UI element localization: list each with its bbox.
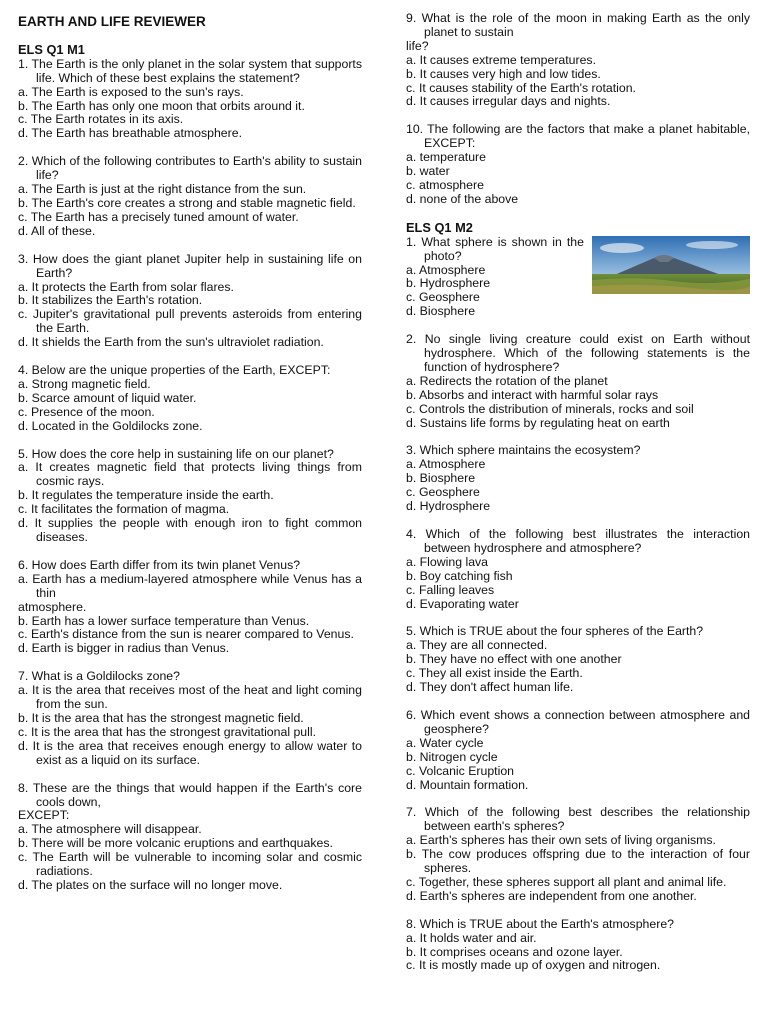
answer-option: d. none of the above <box>406 191 519 206</box>
answer-option: a. The Earth is exposed to the sun's rays. <box>18 84 244 99</box>
volcano-landscape-photo <box>592 236 750 294</box>
answer-option: d. Sustains life forms by regulating heat on earth <box>406 415 670 430</box>
answer-option: c. Earth's distance from the sun is nearer compared to Venus. <box>18 627 354 642</box>
answer-option: a. Earth's spheres has their own sets of living organisms. <box>406 833 716 848</box>
answer-option: a. It is the area that receives most of the heat and light coming from the sun. <box>18 683 362 712</box>
answer-option: c. Presence of the moon. <box>18 404 155 419</box>
answer-option: b. They have no effect with one another <box>406 652 622 667</box>
answer-option: b. There will be more volcanic eruptions and earthquakes. <box>18 836 333 851</box>
answer-option: b. Earth has a lower surface temperature than Venus. <box>18 613 310 628</box>
answer-option: b. Nitrogen cycle <box>406 749 498 764</box>
question-stem: 3. Which sphere maintains the ecosystem? <box>406 443 641 458</box>
answer-option: c. The Earth rotates in its axis. <box>18 112 184 127</box>
answer-option: a. It holds water and air. <box>406 930 537 945</box>
question-stem: 7. Which of the following best describes the relationship between earth's spheres? <box>406 805 750 834</box>
answer-option: c. The Earth will be vulnerable to incoming solar and cosmic radiations. <box>18 850 362 879</box>
answer-option: d. The Earth has breathable atmosphere. <box>18 126 242 141</box>
answer-option: b. Scarce amount of liquid water. <box>18 390 197 405</box>
answer-option: a. It causes extreme temperatures. <box>406 52 597 67</box>
question-stem: 4. Which of the following best illustrates the interaction between hydrosphere and atmosphere? <box>406 527 750 555</box>
question-stem: 8. These are the things that would happen if the Earth's core cools down, <box>18 780 362 809</box>
answer-option: a. Redirects the rotation of the planet <box>406 373 608 388</box>
answer-option: c. It is mostly made up of oxygen and nitrogen. <box>406 958 661 973</box>
question-m1-2 <box>18 155 362 238</box>
answer-option: d. It is the area that receives enough energy to allow water to exist as a liquid on its surface. <box>18 738 362 767</box>
question-m2-8 <box>406 918 750 974</box>
question-m1-10 <box>406 123 750 206</box>
question-stem: 5. How does the core help in sustaining life on our planet? <box>18 446 334 461</box>
answer-option: b. water <box>406 164 450 179</box>
answer-option: d. It supplies the people with enough iron to fight common diseases. <box>18 516 362 544</box>
question-stem: 2. Which of the following contributes to Earth's ability to sustain life? <box>18 154 362 183</box>
answer-option: b. It is the area that has the strongest magnetic field. <box>18 710 304 725</box>
answer-option: d. Mountain formation. <box>406 777 529 792</box>
answer-option: d. Earth is bigger in radius than Venus. <box>18 641 230 656</box>
question-stem: 7. What is a Goldilocks zone? <box>18 669 180 684</box>
answer-option: a. It creates magnetic field that protects living things from cosmic rays. <box>18 460 362 489</box>
question-stem: 1. The Earth is the only planet in the solar system that supports life. Which of these best explains the statement? <box>18 56 362 85</box>
answer-option: c. Jupiter's gravitational pull prevents asteroids from entering the Earth. <box>18 307 362 336</box>
question-stem: 4. Below are the unique properties of the Earth, EXCEPT: <box>18 363 331 378</box>
question-stem: 5. Which is TRUE about the four spheres of the Earth? <box>406 624 704 639</box>
answer-option: d. It shields the Earth from the sun's ultraviolet radiation. <box>18 335 324 350</box>
answer-option: b. Hydrosphere <box>406 276 491 291</box>
answer-option: a. Atmosphere <box>406 457 486 472</box>
question-text-block <box>406 236 584 319</box>
answer-option: b. The cow produces offspring due to the interaction of four spheres. <box>406 847 750 876</box>
answer-option: a. Water cycle <box>406 735 484 750</box>
question-m1-5 <box>18 448 362 545</box>
question-stem: 6. How does Earth differ from its twin planet Venus? <box>18 557 301 572</box>
answer-option: c. It facilitates the formation of magma. <box>18 502 230 517</box>
document-title: EARTH AND LIFE REVIEWER <box>18 14 206 29</box>
question-stem: 6. Which event shows a connection between atmosphere and geosphere? <box>406 707 750 736</box>
question-m1-7 <box>18 670 362 767</box>
answer-option: d. Evaporating water <box>406 596 519 611</box>
answer-option: d. Hydrosphere <box>406 499 491 514</box>
answer-option: c. They all exist inside the Earth. <box>406 666 583 681</box>
answer-option: b. It comprises oceans and ozone layer. <box>406 944 623 959</box>
section-heading-m1: ELS Q1 M1 <box>18 41 85 57</box>
answer-option: d. Biosphere <box>406 304 476 319</box>
answer-option: c. Falling leaves <box>406 582 495 597</box>
question-stem: 1. What sphere is shown in the photo? <box>406 234 584 263</box>
question-stem-continuation: life? <box>406 38 429 53</box>
question-m1-9 <box>406 12 750 109</box>
answer-option: a. Strong magnetic field. <box>18 376 151 391</box>
answer-option: d. It causes irregular days and nights. <box>406 94 611 109</box>
answer-option: c. atmosphere <box>406 177 484 192</box>
answer-option: a. They are all connected. <box>406 638 548 653</box>
answer-option: a. Atmosphere <box>406 262 486 277</box>
question-m2-4 <box>406 528 750 611</box>
question-m2-3 <box>406 444 750 514</box>
answer-option-continuation: atmosphere. <box>18 599 87 614</box>
answer-option: a. It protects the Earth from solar flares. <box>18 279 234 294</box>
question-m2-2 <box>406 333 750 430</box>
answer-option: c. The Earth has a precisely tuned amount of water. <box>18 209 299 224</box>
section-heading-m2: ELS Q1 M2 <box>406 219 473 235</box>
answer-option: b. The Earth has only one moon that orbits around it. <box>18 98 305 113</box>
answer-option: d. All of these. <box>18 223 96 238</box>
answer-option: a. Flowing lava <box>406 554 489 569</box>
question-m1-1 <box>18 58 362 141</box>
question-stem: 8. Which is TRUE about the Earth's atmosphere? <box>406 916 674 931</box>
answer-option: b. Boy catching fish <box>406 568 513 583</box>
answer-option: b. It causes very high and low tides. <box>406 66 601 81</box>
answer-option: d. Located in the Goldilocks zone. <box>18 418 203 433</box>
answer-option: c. Controls the distribution of minerals, rocks and soil <box>406 401 694 416</box>
answer-option: a. temperature <box>406 150 486 165</box>
answer-option: c. Geosphere <box>406 290 480 305</box>
question-stem: 3. How does the giant planet Jupiter help in sustaining life on Earth? <box>18 251 362 280</box>
right-column <box>406 12 750 987</box>
answer-option: b. Biosphere <box>406 471 476 486</box>
answer-option: b. Absorbs and interact with harmful solar rays <box>406 387 659 402</box>
answer-option: d. The plates on the surface will no longer move. <box>18 877 283 892</box>
answer-option: b. It regulates the temperature inside the earth. <box>18 488 274 503</box>
question-stem: 9. What is the role of the moon in making Earth as the only planet to sustain <box>406 11 750 39</box>
question-m2-5 <box>406 625 750 695</box>
answer-option: c. It causes stability of the Earth's rotation. <box>406 80 636 95</box>
question-stem: 2. No single living creature could exist on Earth without hydrosphere. Which of the following statements is the function of hydrosphere? <box>406 332 750 374</box>
answer-option: b. The Earth's core creates a strong and stable magnetic field. <box>18 195 356 210</box>
answer-option: a. The Earth is just at the right distance from the sun. <box>18 182 307 197</box>
question-m1-6 <box>18 559 362 656</box>
answer-option: c. Together, these spheres support all plant and animal life. <box>406 874 727 889</box>
answer-option: c. Geosphere <box>406 485 480 500</box>
answer-option: a. The atmosphere will disappear. <box>18 822 202 837</box>
answer-option: d. They don't affect human life. <box>406 680 574 695</box>
question-m2-1 <box>406 236 750 319</box>
answer-option: c. Volcanic Eruption <box>406 763 514 778</box>
answer-option: a. Earth has a medium-layered atmosphere while Venus has a thin <box>18 571 362 600</box>
answer-option: b. It stabilizes the Earth's rotation. <box>18 293 203 308</box>
question-m2-6 <box>406 709 750 792</box>
question-stem: 10. The following are the factors that make a planet habitable, EXCEPT: <box>406 122 750 151</box>
answer-option: d. Earth's spheres are independent from one another. <box>406 888 697 903</box>
question-stem-continuation: EXCEPT: <box>18 808 70 823</box>
left-column <box>18 12 362 907</box>
question-m1-4 <box>18 364 362 434</box>
question-m1-8 <box>18 782 362 893</box>
question-m2-7 <box>406 806 750 903</box>
question-m1-3 <box>18 253 362 350</box>
answer-option: c. It is the area that has the strongest gravitational pull. <box>18 724 317 739</box>
